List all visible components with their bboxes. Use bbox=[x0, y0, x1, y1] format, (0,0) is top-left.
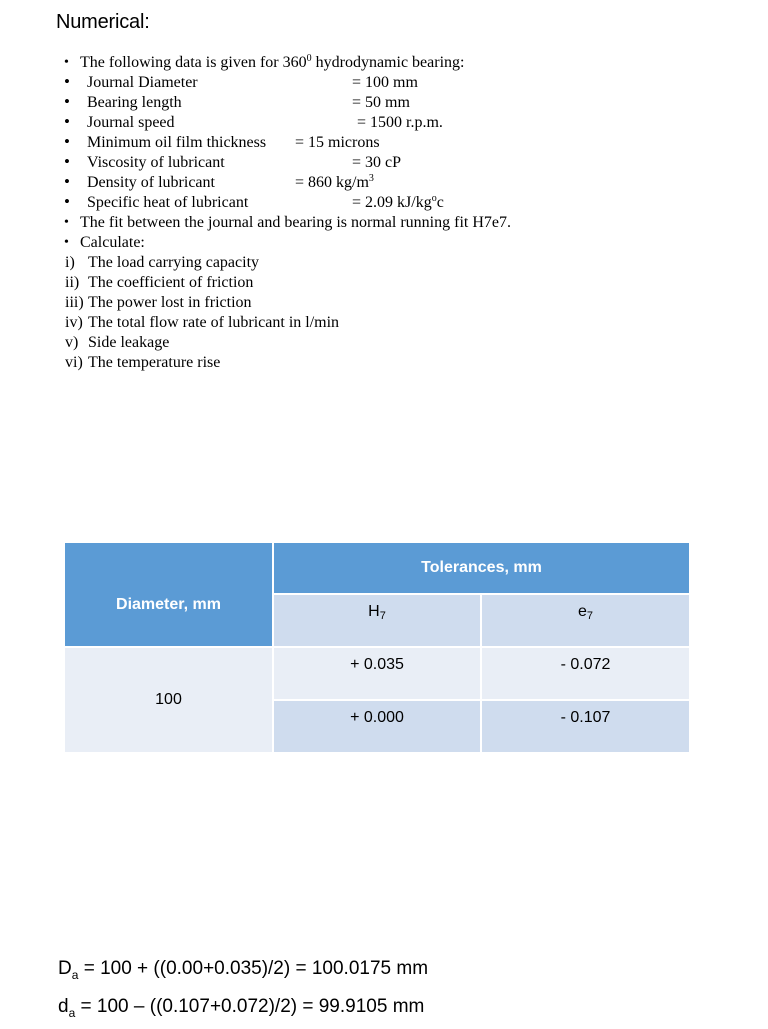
formula-line: $D_a = 100 + ((0.00+0.035)/2) = 100.0175$ mm bbox=[58, 958, 429, 982]
item-value: = 15 microns bbox=[295, 134, 380, 151]
item-text: The power lost in friction bbox=[88, 294, 252, 311]
item-label: Bearing length bbox=[87, 94, 182, 111]
e7-header: e7 bbox=[481, 594, 690, 647]
item-label: Journal speed bbox=[87, 114, 175, 131]
bullet-icon: • bbox=[64, 152, 70, 171]
item-text: Side leakage bbox=[88, 334, 170, 351]
tolerance-table bbox=[63, 541, 691, 754]
tolerances-header: Tolerances, mm bbox=[273, 542, 690, 594]
item-value: = 2.09 $kJ/kg^oc$ bbox=[352, 193, 444, 211]
item-text: The total flow rate of lubricant in l/min bbox=[88, 314, 340, 331]
bullet-icon: • bbox=[64, 112, 70, 131]
e7-upper-value: - 0.072 bbox=[481, 647, 690, 700]
formulas bbox=[58, 953, 428, 1029]
item-label: Minimum oil film thickness bbox=[87, 134, 267, 151]
bullet-icon: • bbox=[64, 215, 69, 230]
bullet-icon: • bbox=[64, 55, 69, 70]
item-text: The coefficient of friction bbox=[88, 274, 254, 291]
formula-line: $d_a = 100 - ((0.107+0.072)/2) = 99.9105$ mm bbox=[58, 996, 425, 1020]
item-number: ii) bbox=[65, 274, 80, 291]
h7-lower-value: + 0.000 bbox=[273, 700, 481, 753]
diameter-value: 100 bbox=[64, 647, 273, 753]
item-value: = 50 mm bbox=[352, 94, 410, 111]
h7-header: H7 bbox=[273, 594, 481, 647]
item-label: Density of lubricant bbox=[87, 174, 215, 191]
item-text: The temperature rise bbox=[88, 354, 221, 371]
item-number: i) bbox=[65, 254, 75, 271]
item-label: Viscosity of lubricant bbox=[87, 154, 225, 171]
heading: Numerical: bbox=[56, 11, 150, 33]
e7-lower-value: - 0.107 bbox=[481, 700, 690, 753]
item-number: iii) bbox=[65, 294, 84, 311]
bullet-icon: • bbox=[64, 235, 69, 250]
item-value: = 860 $kg/m^3$ bbox=[295, 173, 374, 191]
item-number: v) bbox=[65, 334, 79, 351]
h7-upper-value: + 0.035 bbox=[273, 647, 481, 700]
item-value: = 100 mm bbox=[352, 74, 418, 91]
bullet-icon: • bbox=[64, 192, 70, 211]
calculate-label: Calculate: bbox=[80, 234, 145, 251]
item-text: The load carrying capacity bbox=[88, 254, 260, 271]
bullet-icon: • bbox=[64, 132, 70, 151]
bullet-icon: • bbox=[64, 92, 70, 111]
item-label: Journal Diameter bbox=[87, 74, 198, 91]
diameter-header: Diameter, mm bbox=[64, 542, 273, 647]
bullet-icon: • bbox=[64, 72, 70, 91]
item-value: = 30 cP bbox=[352, 154, 402, 171]
item-number: iv) bbox=[65, 314, 83, 331]
item-value: = 1500 r.p.m. bbox=[357, 114, 443, 131]
item-number: vi) bbox=[65, 354, 83, 371]
bullet-icon: • bbox=[64, 172, 70, 191]
item-label: Specific heat of lubricant bbox=[87, 194, 249, 211]
fit-note: The fit between the journal and bearing is normal running fit H7e7. bbox=[80, 214, 511, 231]
intro-text: The following data is given for $360^0$ hydrodynamic bearing: bbox=[80, 53, 465, 71]
